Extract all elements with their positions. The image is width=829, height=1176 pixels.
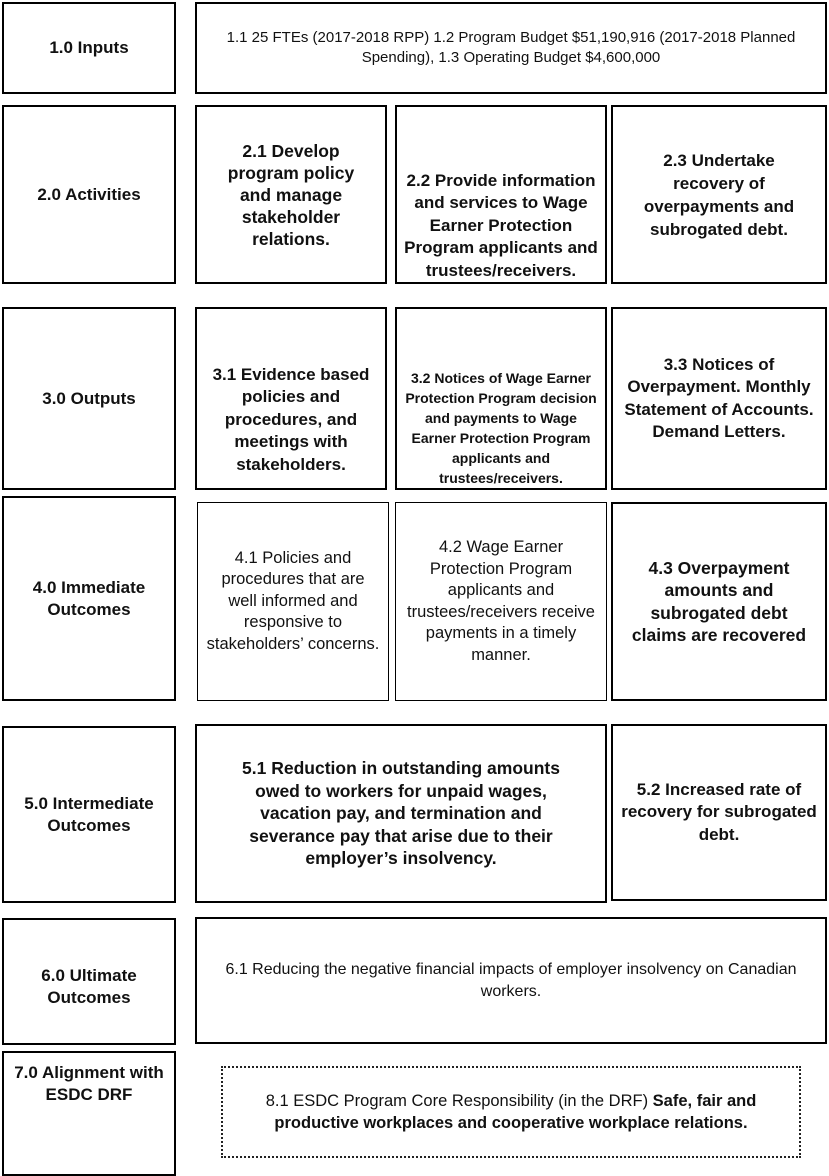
row-label-alignment (2, 1051, 176, 1176)
inputs-box (195, 2, 827, 94)
activity-box-2-3 (611, 105, 827, 284)
activity-text: 2.3 Undertake recovery of overpayments and subrogated debt. (643, 150, 795, 239)
row-label-text: 3.0 Outputs (42, 388, 136, 408)
output-box-3-3 (611, 307, 827, 490)
activity-box-2-2 (395, 105, 607, 284)
alignment-box (221, 1066, 801, 1158)
output-box-3-2 (395, 307, 607, 490)
row-label-text: 2.0 Activities (37, 184, 141, 204)
row-label-text: 5.0 Intermediate Outcomes (24, 793, 154, 835)
inputs-text: 1.1 25 FTEs (2017-2018 RPP) 1.2 Program Budget $51,190,916 (2017-2018 Planned Spending), 1.3 Operating Budget $4,600,000 (226, 29, 796, 66)
intermediate-outcome-box-5-2 (611, 724, 827, 901)
ultimate-outcome-text: 6.1 Reducing the negative financial impacts of employer insolvency on Canadian workers. (225, 960, 797, 1000)
alignment-text-plain: 8.1 ESDC Program Core Responsibility (in the DRF) (265, 1092, 653, 1110)
immediate-outcome-text: 4.2 Wage Earner Protection Program applicants and trustees/receivers receive payments in a timely manner. (407, 538, 595, 664)
row-label-immediate-outcomes (2, 496, 176, 701)
immediate-outcome-box-4-3 (611, 502, 827, 701)
row-label-outputs (2, 307, 176, 490)
immediate-outcome-box-4-2 (395, 502, 607, 701)
row-label-inputs (2, 2, 176, 94)
activity-text: 2.2 Provide information and services to Wage Earner Protection Program applicants and trustees/receivers. (404, 170, 598, 280)
row-label-text: 7.0 Alignment with ESDC DRF (14, 1063, 164, 1104)
immediate-outcome-box-4-1 (197, 502, 389, 701)
row-label-text: 1.0 Inputs (49, 38, 129, 57)
ultimate-outcome-box (195, 917, 827, 1044)
immediate-outcome-text: 4.3 Overpayment amounts and subrogated debt claims are recovered (631, 557, 807, 645)
output-text: 3.2 Notices of Wage Earner Protection Program decision and payments to Wage Earner Protection Program applicants and trustees/receivers. (405, 370, 597, 486)
alignment-text (223, 1090, 799, 1134)
row-label-text: 4.0 Immediate Outcomes (32, 577, 146, 619)
intermediate-outcome-box-5-1 (195, 724, 607, 903)
row-label-activities (2, 105, 176, 284)
row-label-text: 6.0 Ultimate Outcomes (41, 965, 137, 1007)
intermediate-outcome-text: 5.2 Increased rate of recovery for subrogated debt. (621, 779, 817, 844)
alignment-text-bold: Safe, fair and productive workplaces and cooperative workplace relations. (274, 1092, 757, 1132)
activity-box-2-1 (195, 105, 387, 284)
activity-text: 2.1 Develop program policy and manage stakeholder relations. (227, 140, 355, 249)
intermediate-outcome-text: 5.1 Reduction in outstanding amounts owed to workers for unpaid wages, vacation pay, and termination and severance pay that arise due to their employer’s insolvency. (242, 758, 560, 869)
output-text: 3.3 Notices of Overpayment. Monthly Statement of Accounts. Demand Letters. (624, 354, 814, 441)
immediate-outcome-text: 4.1 Policies and procedures that are well informed and responsive to stakeholders’ concerns. (206, 548, 380, 653)
row-label-ultimate-outcomes (2, 918, 176, 1045)
output-box-3-1 (195, 307, 387, 490)
output-text: 3.1 Evidence based policies and procedures, and meetings with stakeholders. (212, 364, 370, 474)
row-label-intermediate-outcomes (2, 726, 176, 903)
